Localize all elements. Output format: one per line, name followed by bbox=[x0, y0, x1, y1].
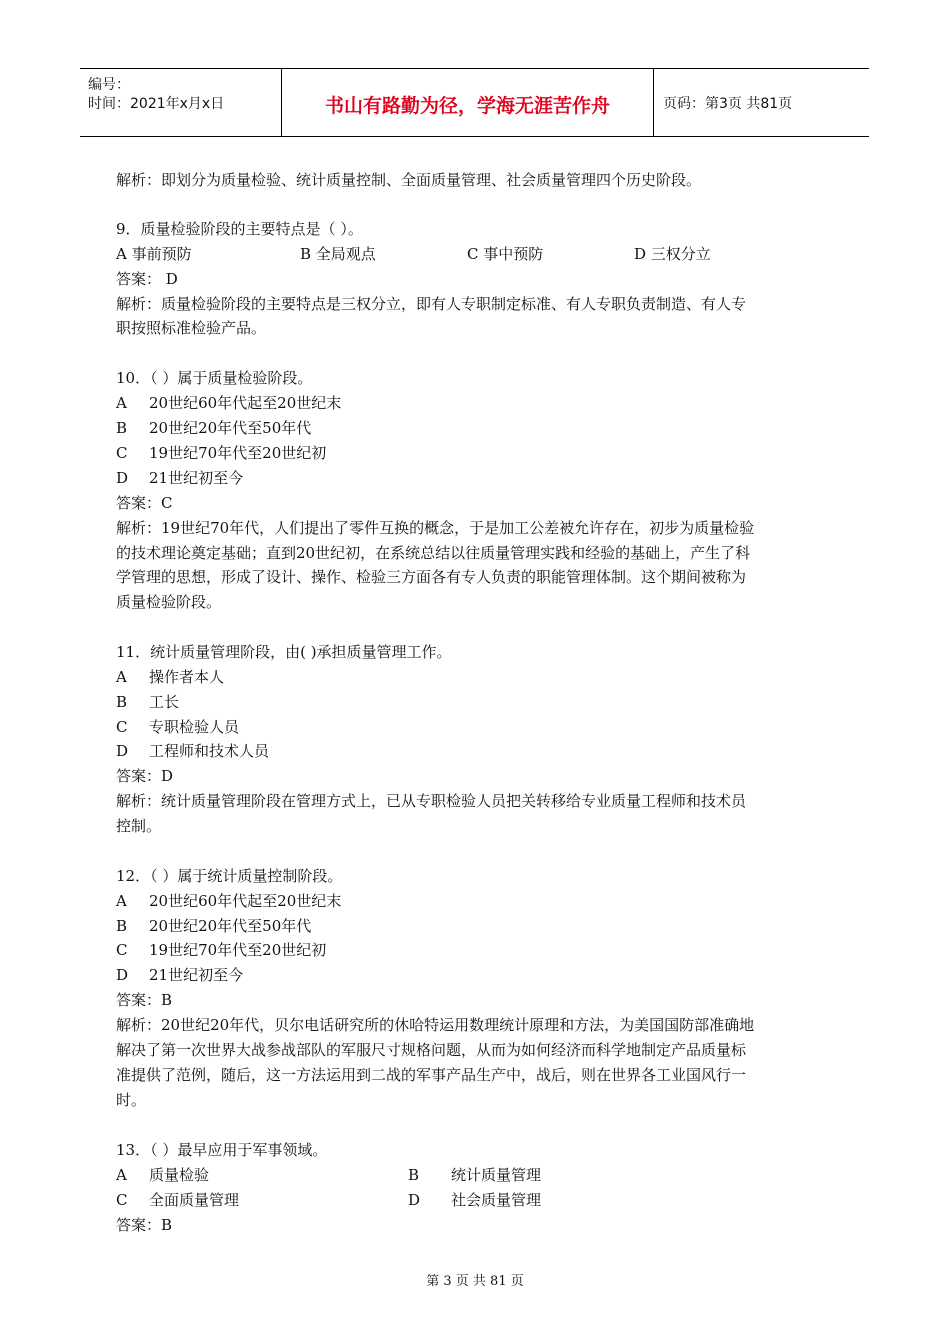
q10-analysis-line: 质量检验阶段。 bbox=[116, 593, 222, 611]
q13-option-letter: C bbox=[116, 1191, 128, 1209]
q10-question: 10．（ ）属于质量检验阶段。 bbox=[116, 369, 313, 387]
q10-analysis-line: 的技术理论奠定基础；直到20世纪初，在系统总结以往质量管理实践和经验的基础上，产生了科 bbox=[116, 544, 751, 562]
q11-option-letter: B bbox=[116, 693, 128, 711]
q13-option-c: 全面质量管理 bbox=[149, 1191, 240, 1209]
q8-analysis: 解析：即划分为质量检验、统计质量控制、全面质量管理、社会质量管理四个历史阶段。 bbox=[116, 171, 702, 189]
header-motto-cell bbox=[281, 69, 654, 136]
q9-answer: 答案： D bbox=[116, 270, 178, 288]
date-label: 时间：2021年x月x日 bbox=[88, 96, 225, 112]
q11-option-letter: A bbox=[116, 668, 127, 686]
header-meta-cell bbox=[80, 69, 281, 136]
q12-option-a: 20世纪60年代起至20世纪末 bbox=[149, 892, 342, 910]
q10-option-letter: C bbox=[116, 444, 128, 462]
q10-option-letter: B bbox=[116, 419, 128, 437]
q10-analysis-line: 学管理的思想，形成了设计、操作、检验三方面各有专人负责的职能管理体制。这个期间被称为 bbox=[116, 568, 747, 586]
q12-option-d: 21世纪初至今 bbox=[149, 966, 244, 984]
q12-option-letter: A bbox=[116, 892, 127, 910]
q12-answer: 答案：B bbox=[116, 991, 173, 1009]
page-footer: 第 3 页 共 81 页 bbox=[426, 1274, 524, 1289]
q11-analysis-line: 解析：统计质量管理阶段在管理方式上，已从专职检验人员把关转移给专业质量工程师和技术员 bbox=[116, 792, 747, 810]
q11-option-c: 专职检验人员 bbox=[149, 718, 240, 736]
q9-analysis-line: 解析：质量检验阶段的主要特点是三权分立，即有人专职制定标准、有人专职负责制造、有人专 bbox=[116, 295, 747, 313]
q9-analysis-line: 职按照标准检验产品。 bbox=[116, 319, 267, 337]
q12-option-c: 19世纪70年代至20世纪初 bbox=[149, 941, 327, 959]
q9-question: 9．质量检验阶段的主要特点是（ ）。 bbox=[116, 220, 363, 238]
q12-option-letter: D bbox=[116, 966, 129, 984]
q9-option-d: D 三权分立 bbox=[634, 245, 711, 263]
motto: 书山有路勤为径，学海无涯苦作舟 bbox=[324, 95, 610, 117]
q10-option-letter: A bbox=[116, 394, 127, 412]
q12-analysis-line: 解析：20世纪20年代，贝尔电话研究所的休哈特运用数理统计原理和方法，为美国国防部准确地 bbox=[116, 1016, 755, 1034]
q11-option-a: 操作者本人 bbox=[149, 668, 225, 686]
q10-answer: 答案：C bbox=[116, 494, 173, 512]
q12-analysis-line: 解决了第一次世界大战参战部队的军服尺寸规格问题，从而为如何经济而科学地制定产品质量标 bbox=[116, 1041, 747, 1059]
q9-option-a: A 事前预防 bbox=[116, 245, 192, 263]
q12-option-b: 20世纪20年代至50年代 bbox=[149, 917, 312, 935]
q12-question: 12．（ ）属于统计质量控制阶段。 bbox=[116, 867, 343, 885]
q10-option-letter: D bbox=[116, 469, 129, 487]
q12-analysis-line: 时。 bbox=[116, 1091, 147, 1109]
document-header bbox=[80, 68, 869, 137]
q11-option-letter: C bbox=[116, 718, 128, 736]
q9-option-b: B 全局观点 bbox=[300, 245, 376, 263]
header-page-cell bbox=[653, 69, 869, 136]
q12-analysis-line: 准提供了范例，随后，这一方法运用到二战的军事产品生产中，战后，则在世界各工业国风行一 bbox=[116, 1066, 747, 1084]
q13-option-letter: D bbox=[408, 1191, 421, 1209]
q13-option-b: 统计质量管理 bbox=[451, 1166, 542, 1184]
q11-option-b: 工长 bbox=[149, 693, 180, 711]
q10-option-d: 21世纪初至今 bbox=[149, 469, 244, 487]
q10-option-a: 20世纪60年代起至20世纪末 bbox=[149, 394, 342, 412]
q10-analysis-line: 解析：19世纪70年代，人们提出了零件互换的概念，于是加工公差被允许存在，初步为质量检验 bbox=[116, 519, 755, 537]
q13-option-d: 社会质量管理 bbox=[451, 1191, 542, 1209]
q11-answer: 答案：D bbox=[116, 767, 174, 785]
q12-option-letter: B bbox=[116, 917, 128, 935]
q11-option-d: 工程师和技术人员 bbox=[149, 742, 270, 760]
q13-answer: 答案：B bbox=[116, 1216, 173, 1234]
q11-question: 11．统计质量管理阶段，由( )承担质量管理工作。 bbox=[116, 643, 452, 661]
q13-option-a: 质量检验 bbox=[149, 1166, 210, 1184]
q11-analysis-line: 控制。 bbox=[116, 817, 162, 835]
q13-option-letter: B bbox=[408, 1166, 420, 1184]
q13-option-letter: A bbox=[116, 1166, 127, 1184]
number-label: 编号： bbox=[88, 77, 130, 93]
page-label: 页码：第3页 共81页 bbox=[663, 96, 793, 112]
q10-option-c: 19世纪70年代至20世纪初 bbox=[149, 444, 327, 462]
q9-option-c: C 事中预防 bbox=[467, 245, 544, 263]
q13-question: 13．（ ）最早应用于军事领域。 bbox=[116, 1141, 328, 1159]
q10-option-b: 20世纪20年代至50年代 bbox=[149, 419, 312, 437]
q12-option-letter: C bbox=[116, 941, 128, 959]
q11-option-letter: D bbox=[116, 742, 129, 760]
